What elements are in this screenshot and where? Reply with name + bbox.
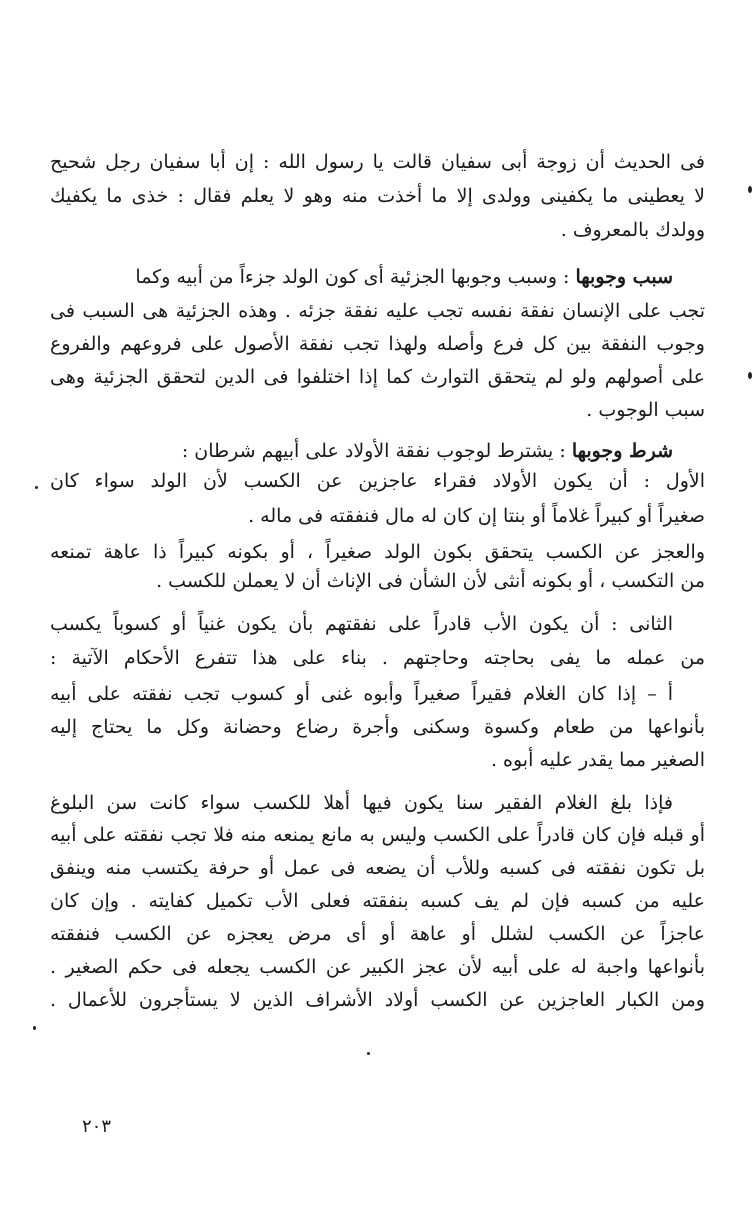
text-line: من التكسب ، أو بكونه أنثى لأن الشأن فى الإناث أن لا يعملن للكسب .	[156, 570, 705, 592]
scan-speck	[748, 372, 752, 379]
text-line: عاجزاً عن الكسب لشلل أو عاهة أو أى مرض يعجزه عن الكسب فنفقته	[50, 923, 705, 945]
text-line: عليه من كسبه فإن لم يف كسبه بنفقته فعلى الأب تكميل كفايته . وإن كان	[50, 890, 705, 912]
scan-speck	[367, 1052, 370, 1055]
section-line	[135, 262, 673, 292]
text-line: وجوب النفقة بين كل فرع وأصله ولهذا تجب نفقة الأصول على فروعهم والفروع	[50, 333, 705, 355]
scan-speck	[35, 486, 38, 489]
text-line: من عمله ما يفى بحاجته وحاجتهم . بناء على هذا تتفرع الأحكام الآتية :	[50, 647, 705, 669]
text-line: فى الحديث أن زوجة أبى سفيان قالت يا رسول الله : إن أبا سفيان رجل شحيح	[50, 151, 705, 173]
text-line: والعجز عن الكسب يتحقق بكون الولد صغيراً ، أو بكونه كبيراً ذا عاهة تمنعه	[50, 541, 705, 563]
text-line: سبب الوجوب .	[586, 399, 705, 421]
text-line: صغيراً أو كبيراً غلاماً أو بنتا إن كان له مال فنفقته فى ماله .	[248, 505, 705, 527]
page-number: ٢٠٣	[82, 1116, 112, 1137]
section-line	[182, 436, 673, 466]
text-line: ومن الكبار العاجزين عن الكسب أولاد الأشراف الذين لا يستأجرون للأعمال .	[50, 989, 705, 1011]
text-line: الثانى : أن يكون الأب قادراً على نفقتهم بأن يكون غنياً أو كسوباً يكسب	[50, 613, 673, 635]
text-line: الصغير مما يقدر عليه أبوه .	[490, 749, 705, 771]
section-heading: شرط وجوبها	[571, 440, 673, 462]
text-span: : وسبب وجوبها الجزئية أى كون الولد جزءاً من أبيه وكما	[135, 266, 576, 288]
text-line: فإذا بلغ الغلام الفقير سنا يكون فيها أهلا للكسب سواء كانت سن البلوغ	[50, 792, 673, 814]
text-line: بأنواعها من طعام وكسوة وسكنى وأجرة رضاع وحضانة وكل ما يحتاج إليه	[50, 716, 705, 738]
text-line: لا يعطينى ما يكفينى وولدى إلا ما أخذت منه وهو لا يعلم فقال : خذى ما يكفيك	[50, 185, 705, 207]
text-span: : يشترط لوجوب نفقة الأولاد على أبيهم شرطان :	[181, 440, 572, 462]
scan-speck	[33, 1026, 36, 1030]
text-line: وولدك بالمعروف .	[560, 219, 705, 241]
text-line: تجب على الإنسان نفقة نفسه تجب عليه نفقة جزئه . وهذه الجزئية هى السبب فى	[50, 300, 705, 322]
text-line: بل تكون نفقته فى كسبه وللأب أن يضعه فى عمل أو حرفة يكتسب منه وينفق	[50, 857, 705, 879]
scan-speck	[748, 186, 752, 193]
text-line: بأنواعها واجبة له على أبيه لأن عجز الكبير عن الكسب يجعله فى حكم الصغير .	[50, 956, 705, 978]
section-heading: سبب وجوبها	[575, 266, 673, 288]
text-line: أو قبله فإن كان قادراً على الكسب وليس به مانع يمنعه منه فلا تجب نفقته على أبيه	[50, 824, 705, 846]
text-line: أ – إذا كان الغلام فقيراً صغيراً وأبوه غنى أو كسوب تجب نفقته على أبيه	[50, 683, 673, 705]
text-line: الأول : أن يكون الأولاد فقراء عاجزين عن الكسب لأن الولد سواء كان	[50, 470, 705, 492]
text-line: على أصولهم ولو لم يتحقق التوارث كما إذا اختلفوا فى الدين لتحقق الجزئية وهى	[50, 366, 705, 388]
